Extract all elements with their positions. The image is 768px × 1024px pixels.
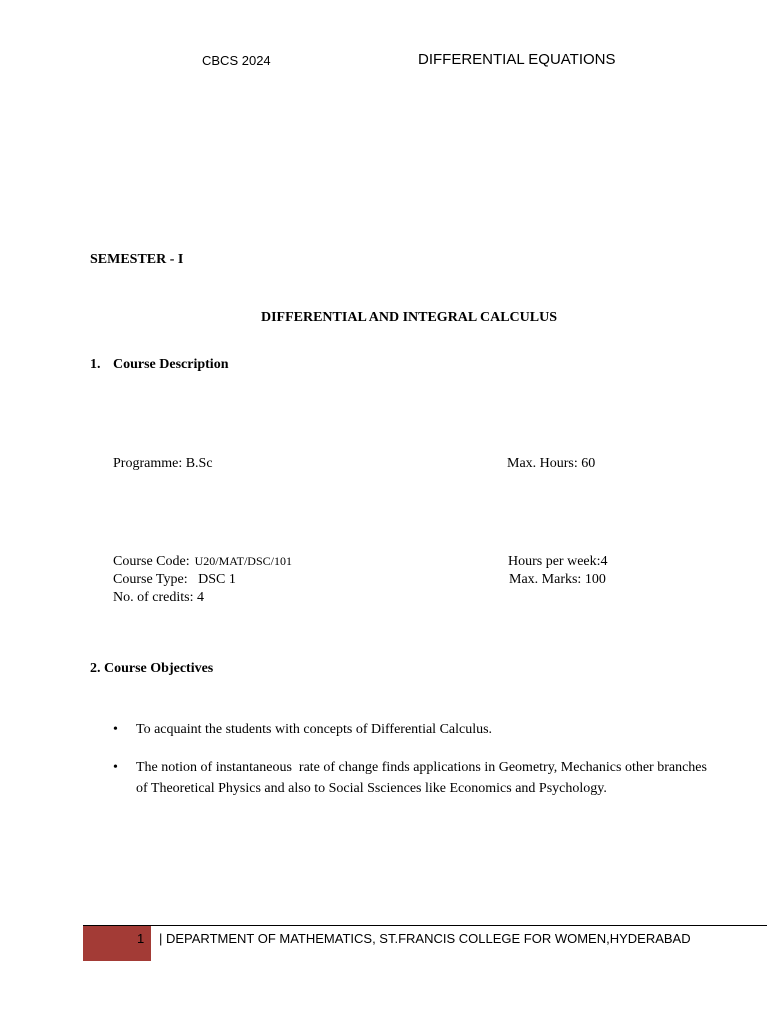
section-course-description-heading <box>90 357 229 373</box>
bullet-icon: • <box>113 722 118 737</box>
header-course-scheme: CBCS 2024 <box>202 53 271 68</box>
page-number: 1 <box>137 931 145 946</box>
course-code-label: Course Code: <box>113 554 190 569</box>
section-number: 1. <box>90 357 101 372</box>
objective-text: To acquaint the students with concepts of Differential Calculus. <box>136 722 493 737</box>
section-course-objectives-heading: 2. Course Objectives <box>90 661 214 676</box>
bullet-icon: • <box>113 760 118 775</box>
hours-per-week-field: Hours per week:4 <box>508 554 608 569</box>
footer-divider <box>83 925 767 926</box>
section-title: Course Description <box>113 357 229 372</box>
course-type-field: Course Type: DSC 1 <box>113 572 236 587</box>
max-marks-field: Max. Marks: 100 <box>509 572 606 587</box>
max-hours-field: Max. Hours: 60 <box>507 456 596 471</box>
programme-field: Programme: B.Sc <box>113 456 213 471</box>
credits-field: No. of credits: 4 <box>113 590 204 605</box>
semester-heading: SEMESTER - I <box>90 252 184 267</box>
objectives-list <box>113 719 713 816</box>
header-subject: DIFFERENTIAL EQUATIONS <box>418 51 616 68</box>
subject-title: DIFFERENTIAL AND INTEGRAL CALCULUS <box>260 310 557 325</box>
footer-department: | DEPARTMENT OF MATHEMATICS, ST.FRANCIS COLLEGE FOR WOMEN,HYDERABAD <box>159 931 691 946</box>
objective-item <box>113 757 713 799</box>
course-code-field <box>113 554 292 570</box>
course-code-value: U20/MAT/DSC/101 <box>194 554 292 568</box>
objective-text: The notion of instantaneous rate of change finds applications in Geometry, Mechanics other branches of Theoretical Physics and also to Social Ssciences like Economics and Psychology. <box>136 760 711 796</box>
objective-item <box>113 719 713 740</box>
